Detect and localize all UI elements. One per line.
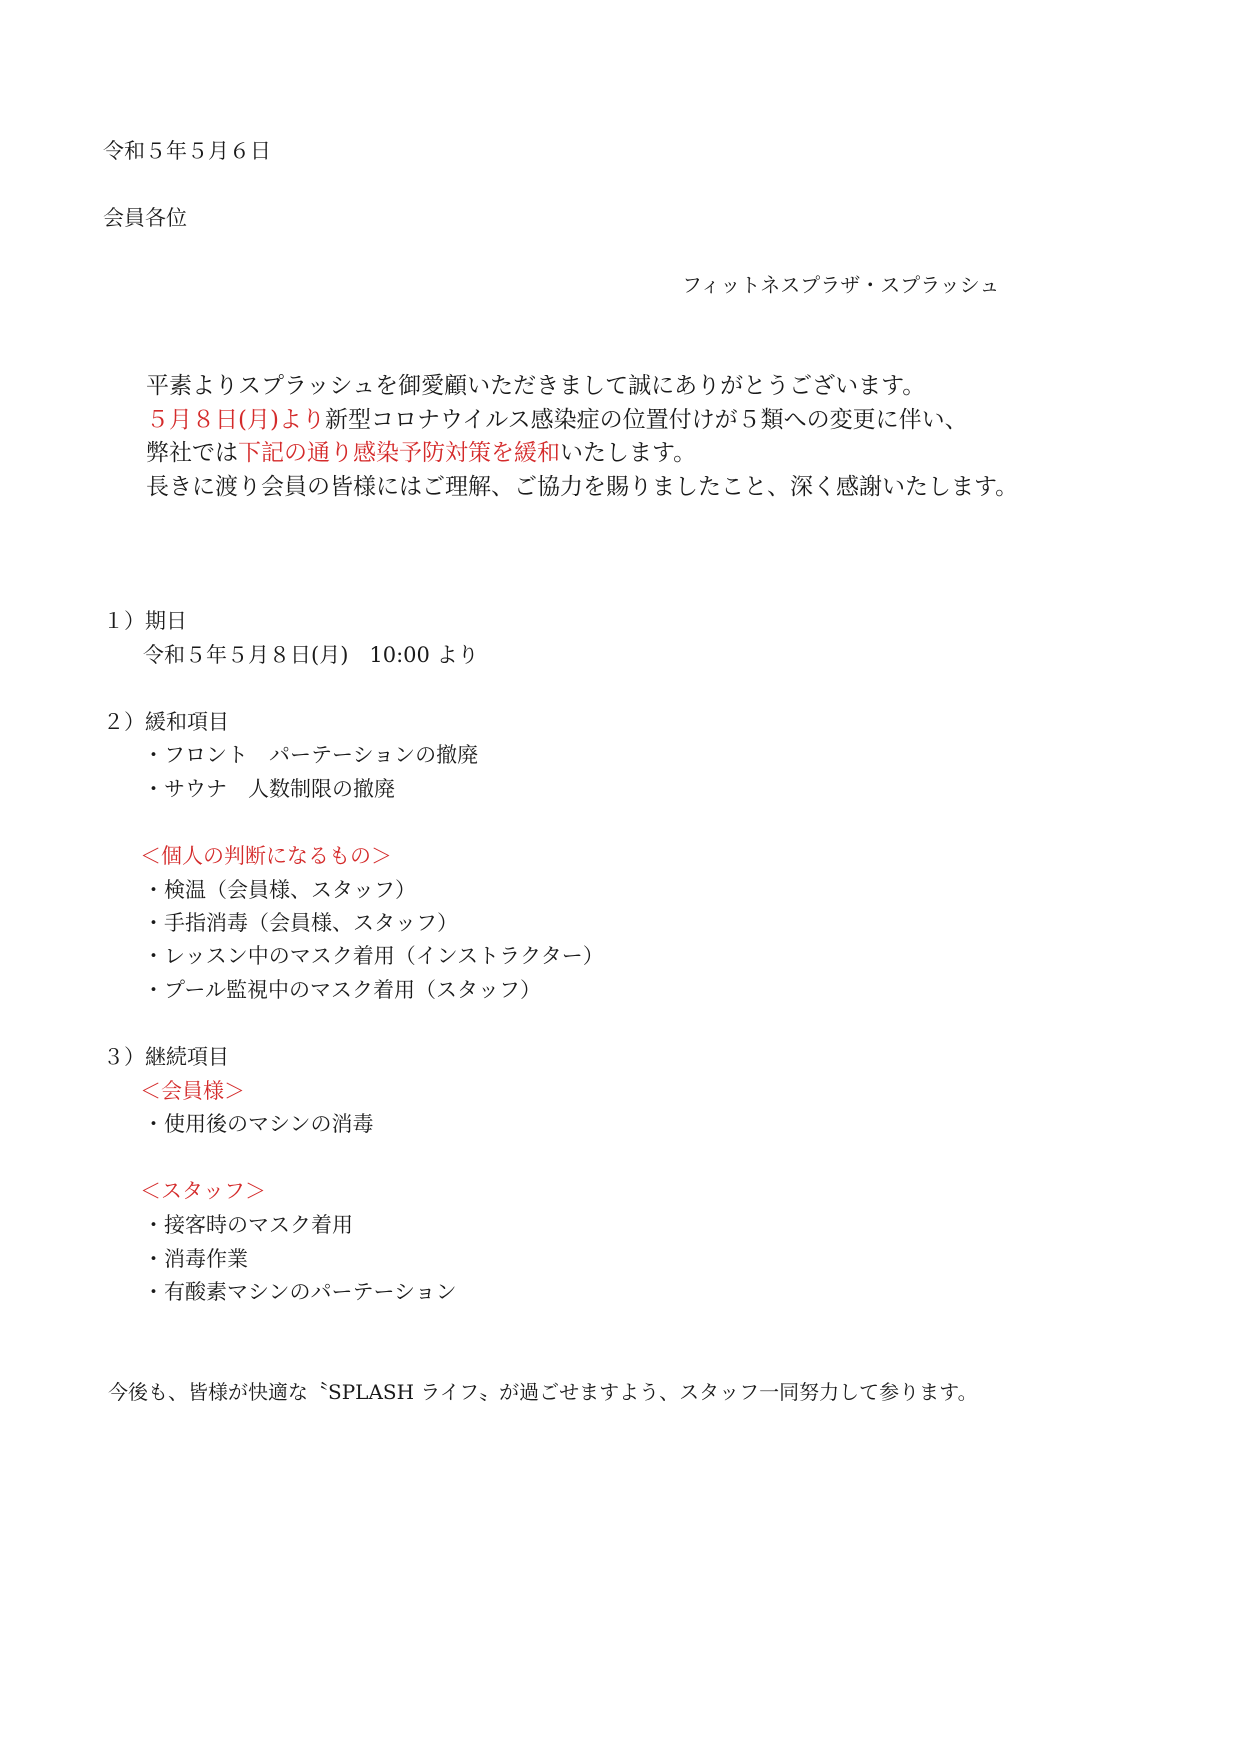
intro-line-1-text: 平素よりスプラッシュを御愛顧いただきまして誠にありがとうございます。 [146,373,926,399]
list-item: ・接客時のマスク着用 [143,1213,353,1237]
list-item: ・消毒作業 [143,1247,248,1271]
list-item: ・手指消毒（会員様、スタッフ） [143,911,458,935]
addressee: 会員各位 [103,206,187,230]
list-item: ・使用後のマシンの消毒 [143,1112,374,1136]
list-item: ・検温（会員様、スタッフ） [143,878,416,902]
section-3-staff-heading: ＜スタッフ＞ [140,1179,266,1203]
intro-line-3-suffix: いたします。 [560,440,697,466]
intro-line-4-text: 長きに渡り会員の皆様にはご理解、ご協力を賜りましたこと、深く感謝いたします。 [146,474,1019,500]
date: 令和５年５月６日 [103,139,271,163]
list-item: ・プール監視中のマスク着用（スタッフ） [143,978,541,1002]
section-3-heading: ３）継続項目 [103,1045,229,1069]
section-2-subheading: ＜個人の判断になるもの＞ [140,844,392,868]
intro-line-3-prefix: 弊社では [146,440,238,466]
intro-line-1 [146,375,925,398]
list-item: ・フロント パーテーションの撤廃 [143,743,479,767]
closing-message: 今後も、皆様が快適な〝SPLASH ライフ〟が過ごせますよう、スタッフ一同努力して参ります。 [108,1380,978,1404]
section-1-heading: １）期日 [103,609,187,633]
intro-relaxation-highlight: 下記の通り感染予防対策を緩和 [238,440,560,466]
intro-date-highlight: ５月８日(月)より [146,407,325,433]
intro-line-3 [146,442,696,465]
intro-line-2-text: 新型コロナウイルス感染症の位置付けが５類への変更に伴い、 [324,407,968,433]
sender: フィットネスプラザ・スプラッシュ [682,273,1000,297]
section-1-date-value: 令和５年５月８日(月) 10:00 より [143,643,479,667]
intro-line-4 [146,476,1018,499]
list-item: ・有酸素マシンのパーテーション [143,1280,457,1304]
list-item: ・サウナ 人数制限の撤廃 [143,777,395,801]
section-3-member-heading: ＜会員様＞ [140,1079,245,1103]
list-item: ・レッスン中のマスク着用（インストラクター） [143,944,604,968]
intro-line-2 [146,409,968,432]
section-2-heading: ２）緩和項目 [103,710,229,734]
